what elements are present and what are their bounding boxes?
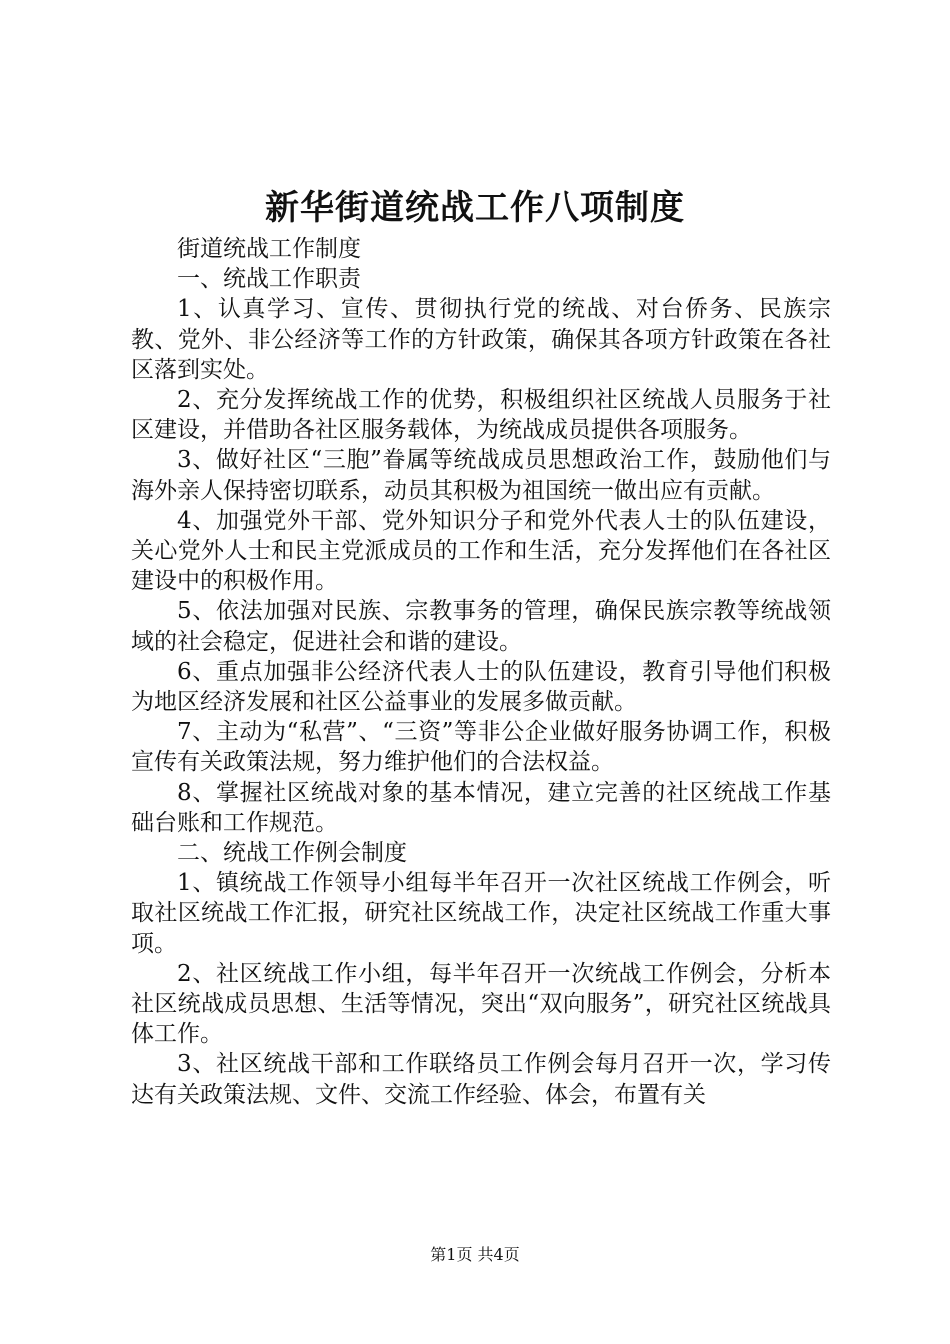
paragraph: 街道统战工作制度 bbox=[177, 236, 361, 262]
document-body bbox=[131, 234, 831, 1110]
paragraph: 2、充分发挥统战工作的优势，积极组织社区统战人员服务于社区建设，并借助各社区服务载体，为统战成员提供各项服务。 bbox=[131, 387, 831, 444]
page-footer: 第1页 共4页 bbox=[430, 1245, 520, 1264]
paragraph: 6、重点加强非公经济代表人士的队伍建设，教育引导他们积极为地区经济发展和社区公益事业的发展多做贡献。 bbox=[131, 658, 831, 716]
paragraph: 一、统战工作职责 bbox=[177, 266, 361, 293]
paragraph: 3、社区统战干部和工作联络员工作例会每月召开一次，学习传达有关政策法规、文件、交流工作经验、体会，布置有关 bbox=[131, 1051, 831, 1108]
paragraph: 7、主动为“私营”、“三资”等非公企业做好服务协调工作，积极宣传有关政策法规，努力维护他们的合法权益。 bbox=[131, 719, 831, 776]
paragraph: 二、统战工作例会制度 bbox=[177, 840, 407, 867]
paragraph: 3、做好社区“三胞”眷属等统战成员思想政治工作，鼓励他们与海外亲人保持密切联系，动员其积极为祖国统一做出应有贡献。 bbox=[131, 447, 831, 504]
paragraph: 2、社区统战工作小组，每半年召开一次统战工作例会，分析本社区统战成员思想、生活等情况，突出“双向服务”，研究社区统战具体工作。 bbox=[131, 960, 831, 1048]
paragraph: 4、加强党外干部、党外知识分子和党外代表人士的队伍建设，关心党外人士和民主党派成员的工作和生活，充分发挥他们在各社区建设中的积极作用。 bbox=[131, 507, 831, 595]
paragraph: 1、认真学习、宣传、贯彻执行党的统战、对台侨务、民族宗教、党外、非公经济等工作的方针政策，确保其各项方针政策在各社区落到实处。 bbox=[131, 296, 831, 383]
document-title: 新华街道统战工作八项制度 bbox=[265, 188, 685, 228]
paragraph: 8、掌握社区统战对象的基本情况，建立完善的社区统战工作基础台账和工作规范。 bbox=[131, 779, 831, 836]
paragraph: 1、镇统战工作领导小组每半年召开一次社区统战工作例会，听取社区统战工作汇报，研究社区统战工作，决定社区统战工作重大事项。 bbox=[131, 870, 831, 957]
paragraph: 5、依法加强对民族、宗教事务的管理，确保民族宗教等统战领域的社会稳定，促进社会和谐的建设。 bbox=[131, 598, 831, 655]
